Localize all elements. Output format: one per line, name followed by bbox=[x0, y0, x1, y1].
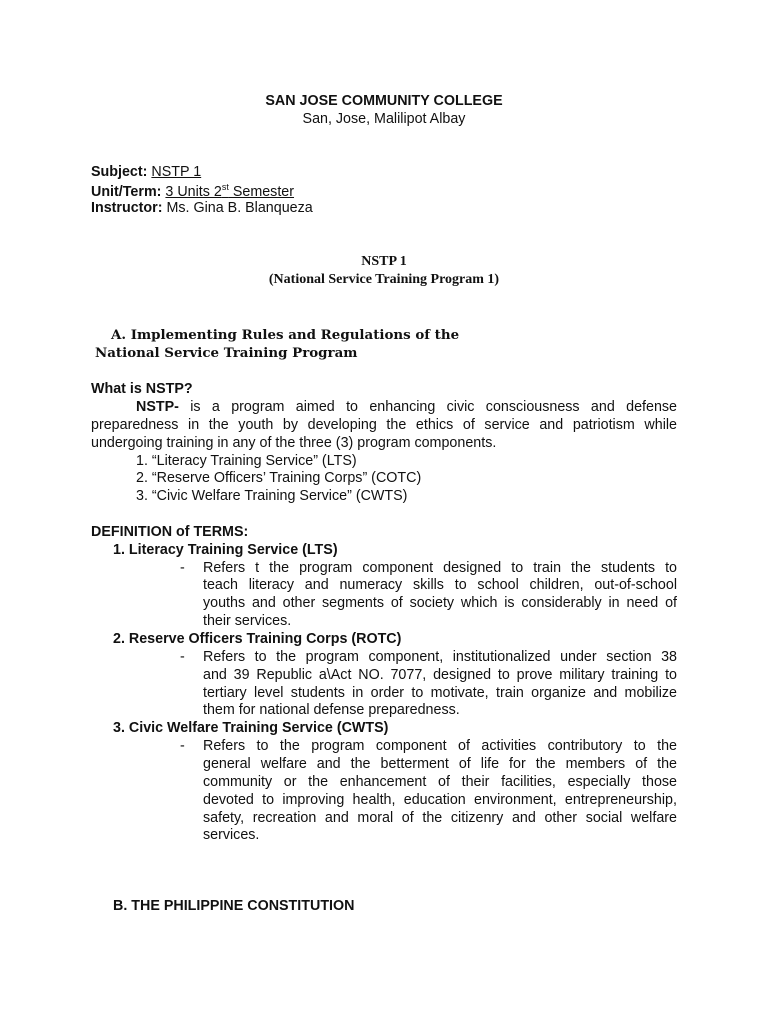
instructor-line bbox=[91, 200, 313, 216]
definitions-heading: DEFINITION of TERMS: bbox=[91, 524, 249, 540]
doc-subtitle: (National Service Training Program 1) bbox=[268, 272, 500, 287]
dash-lts: - bbox=[180, 560, 185, 576]
rotc-line-1: Refers to the program component, institutionalized under section 38 bbox=[203, 649, 677, 665]
instructor-label: Instructor: bbox=[91, 200, 163, 216]
unit-value-sup: st bbox=[221, 182, 229, 192]
subject-label: Subject: bbox=[91, 164, 148, 180]
section-a-heading-line2: National Service Training Program bbox=[95, 345, 358, 361]
section-b-heading: B. THE PHILIPPINE CONSTITUTION bbox=[113, 898, 355, 914]
rotc-line-3: tertiary level students in order to motivate, train organize and mobilize bbox=[203, 685, 677, 701]
unit-value-pre: 3 Units 2 bbox=[165, 183, 222, 200]
what-is-heading: What is NSTP? bbox=[91, 381, 193, 397]
nstp-term: NSTP- bbox=[136, 399, 179, 415]
cwts-line-1: Refers to the program component of activities contributory to the bbox=[203, 738, 677, 754]
unit-line bbox=[91, 182, 294, 200]
college-name: SAN JOSE COMMUNITY COLLEGE bbox=[265, 93, 503, 109]
lts-line-3: youths and other segments of society which is considerably in need of bbox=[203, 595, 677, 611]
what-is-para-line2: preparedness in the youth by developing the ethics of service and patriotism while bbox=[91, 417, 677, 433]
cwts-line-2: general welfare and the betterment of life for the members of the bbox=[203, 756, 677, 772]
cwts-line-3: community or the enhancement of their facilities, especially those bbox=[203, 774, 677, 790]
term-title-lts: 1. Literacy Training Service (LTS) bbox=[113, 542, 338, 558]
term-title-cwts: 3. Civic Welfare Training Service (CWTS) bbox=[113, 720, 389, 736]
college-address: San, Jose, Malilipot Albay bbox=[302, 111, 466, 127]
dash-rotc: - bbox=[180, 649, 185, 665]
dash-cwts: - bbox=[180, 738, 185, 754]
cwts-line-6: services. bbox=[203, 827, 260, 843]
unit-value-post: Semester bbox=[228, 183, 295, 200]
subject-line bbox=[91, 164, 201, 180]
what-is-line1-rest: is a program aimed to enhancing civic consciousness and defense bbox=[178, 399, 677, 415]
what-is-para-line1 bbox=[136, 399, 677, 415]
section-a-heading: A. Implementing Rules and Regulations of the bbox=[111, 327, 460, 343]
component-item-3: 3. “Civic Welfare Training Service” (CWTS) bbox=[136, 488, 408, 504]
lts-line-2: teach literacy and numeracy skills to school children, out-of-school bbox=[203, 577, 677, 593]
lts-line-4: their services. bbox=[203, 613, 292, 629]
unit-label: Unit/Term: bbox=[91, 183, 162, 200]
rotc-line-4: them for national defense preparedness. bbox=[203, 702, 460, 718]
instructor-value: Ms. Gina B. Blanqueza bbox=[166, 200, 313, 216]
what-is-para-line3: undergoing training in any of the three (3) program components. bbox=[91, 435, 497, 451]
unit-value bbox=[165, 184, 294, 200]
subject-value: NSTP 1 bbox=[151, 164, 202, 180]
cwts-line-5: safety, recreation and moral of the citizenry and other social welfare bbox=[203, 810, 677, 826]
component-item-1: 1. “Literacy Training Service” (LTS) bbox=[136, 453, 357, 469]
cwts-line-4: devoted to improving health, education environment, entrepreneurship, bbox=[203, 792, 677, 808]
term-title-rotc: 2. Reserve Officers Training Corps (ROTC) bbox=[113, 631, 402, 647]
component-item-2: 2. “Reserve Officers’ Training Corps” (COTC) bbox=[136, 470, 422, 486]
rotc-line-2: and 39 Republic a\Act NO. 7077, designed to prove military training to bbox=[203, 667, 677, 683]
doc-title: NSTP 1 bbox=[361, 254, 407, 269]
lts-line-1: Refers t the program component designed to train the students to bbox=[203, 560, 677, 576]
